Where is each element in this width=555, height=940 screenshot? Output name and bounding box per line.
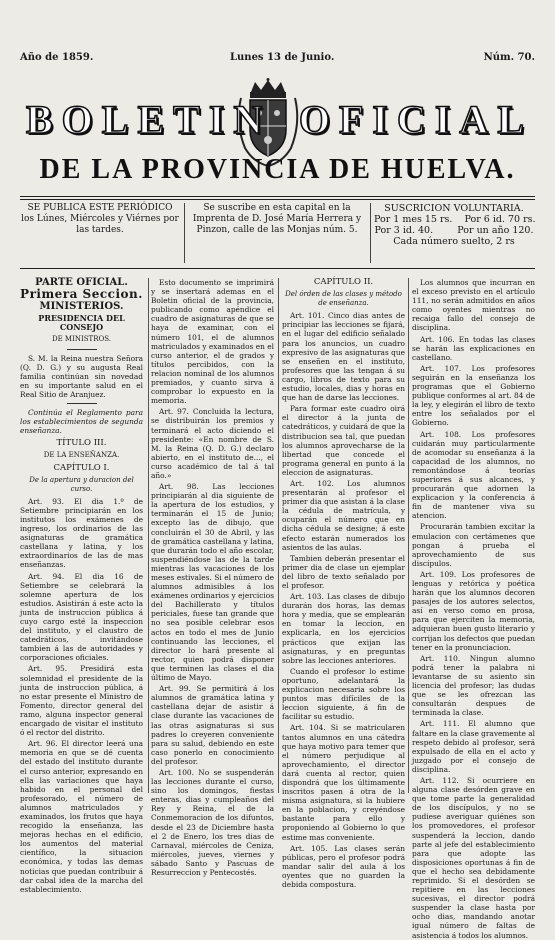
article-paragraph: Art. 94. El dia 16 de Setiembre se celebrará la solemne apertura de los estudios. Asistirán á este acto la junta de instruccion pública á cuyo cargo esté la inspeccion del instituto, y el claustro de catedráticos, invitándose tambien á las de autoridades y corporaciones oficiales. (20, 571, 143, 663)
article-paragraph: Cuando el profesor lo estime oportuno, adelantará la explicacion necesaria sobre los puntos mas difíciles de la leccion siguiente, á fin de facilitar su estudio. (282, 666, 405, 722)
article-paragraph: Art. 100. No se suspenderán las lecciones durante el curso, sino los domingos, fiestas enteras, dias y cumpleaños del Rey y Reina, el de la Conmemoracion de los difuntos, desde el 23 de Diciembre hasta el 2 de Enero, los tres dias de Carnaval, miércoles de Ceniza, miércoles, jueves, viernes y sábado Santo y Pascuas de Resurreccion y Pentecostés. (151, 767, 274, 877)
royal-notice: S. M. la Reina nuestra Señora (Q. D. G.) y su augusta Real familia continúan sin novedad en su importante salud en el Real Sitio de Aranjuez. (20, 353, 143, 399)
article-paragraph: Art. 97. Concluida la lectura, se distribuirán los premios y terminará el acto diciendo el presidente: «En nombre de S. M. la Reina (Q. D. G.) declaro abierto, en el instituto de..., el curso académico de tal á tal año.» (151, 407, 274, 480)
title-word-boletin: BOLETIN (26, 97, 272, 142)
article-paragraph: Procurarán tambien excitar la emulacion con certámenes que pongan á prueba el aprovechamiento de sus discípulos. (412, 522, 535, 568)
continuation-note: Continúa el Reglamento para los establecimientos de segunda enseñanza. (20, 408, 143, 436)
article-paragraph: Art. 112. Si ocurriere en alguna clase desórden grave en que tome parte la generalidad de los discípulos, y no se pudiese averiguar quiénes son los promovedores, el profesor suspenderá la leccion, dando parte al jefe del establecimiento para que adopte las disposiciones oportunas á fin de que el hecho sea debidamente reprimido. Si el desórden se repitiere en las lecciones sucesivas, el director podrá suspender la clase hasta por ocho dias, mandando anotar igual número de faltas de asistencia á todos los alumnos. (412, 775, 535, 940)
header-divider (184, 203, 185, 263)
article-paragraph: Art. 101. Cinco dias antes de principiar las lecciones se fijará, en el lugar del edificio señalado para los anuncios, un cuadro expresivo de las asignaturas que se enseñen en el instituto, profesores que las tengan á su cargo, libros de texto para su estudio, locales, dias y horas en que han de darse las lecciones. (282, 311, 405, 403)
header-divider (370, 203, 371, 263)
article-paragraph: Art. 102. Los alumnos presentarán al profesor el primer dia que asistan á la clase la cédula de matrícula, y ocuparán el número que en dicha cédula se designe; á este efecto estarán numerados los asientos de las aulas. (282, 478, 405, 552)
capitulo-heading: CAPÍTULO I. (53, 462, 110, 473)
article-paragraph: Art. 96. El director leerá una memoria en que se dé cuenta del estado del instituto durante el curso anterior, expresando en ella las variaciones que haya habido en el personal del profesorado, el número de alumnos matriculados y examinados, los frutos que haya recogido la enseñanza, las mejoras hechas en el edificio, los aumentos del material científico, la situacion económica, y todas las demas noticias que puedan contribuir á dar cabal idea de la marcha del establecimiento. (20, 739, 143, 894)
ministries-heading: MINISTERIOS. (39, 301, 124, 313)
capitulo-heading: CAPÍTULO II. (313, 277, 374, 287)
issue-number: Núm. 70. (483, 52, 535, 63)
article-paragraph: Art. 105. Las clases serán públicas, pero el profesor podrá mandar salir del aula á los oyentes que no guarden la debida compostura. (282, 843, 405, 889)
separator (67, 403, 97, 404)
article-paragraph: Art. 103. Las clases de dibujo durarán dos horas, las demas hora y media, que se emplearán en tomar la leccion, en explicarla, en los ejercicios prácticos que exijan las asignaturas, y en preguntas sobre las lecciones anteriores. (282, 592, 405, 665)
article-paragraph: Art. 104. Si se matricularen tantos alumnos en una cátedra que haya motivo para temer que el número perjudique al aprovechamiento, el director dará cuenta al rector, quien dispondrá que los últimamente inscritos pasen á otra de la misma asignatura, si la hubiere en la poblacion, y creyéndose bastante para ello y proponiendo al Gobierno lo que estime mas conveniente. (282, 723, 405, 842)
article-paragraph: Art. 110. Ningun alumno podrá tener la palabra ni levantarse de su asiento sin licencia del profesor; las dudas que se les ofrezcan las consultarán despues de terminada la clase. (412, 653, 535, 718)
single-issue-price: Cada número suelto, 2 rs (393, 236, 515, 247)
subscription-prices (374, 203, 534, 247)
article-paragraph: Art. 98. Las lecciones principiarán al dia siguiente de la apertura de los estudios, y terminarán el 15 de Junio; excepto las de dibujo, que concluirán el 30 de Abril, y las de gramática castellana y latina, que durarán todo el año escolar, suspendiéndose las de la tarde mientras las vacaciones de los meses estivales. Si el número de alumnos admisibles á los exámenes ordinarios y ejercicios del Bachillerato y títulos periciales, fuese tan grande que no sea posible celebrar esos actos en todo el mes de Junio continuando las lecciones, el director lo hará presente al rector, quien podrá disponer que terminen las clases el dia último de Mayo. (151, 482, 274, 683)
masthead-title-line2: DE LA PROVINCIA DE HUELVA. (39, 154, 516, 185)
article-paragraph: Art. 106. En todas las clases se harán las explicaciones en castellano. (412, 334, 535, 362)
column-2 (151, 278, 274, 877)
presidency-subheading: DE MINISTROS. (51, 335, 111, 344)
issue-date: Lunes 13 de Junio. (230, 52, 335, 63)
column-divider (408, 278, 409, 793)
publication-frequency: SE PUBLICA ESTE PERIÓDICO los Lúnes, Miércoles y Viérnes por las tardes. (21, 203, 179, 235)
section-heading: Primera Seccion. (20, 287, 143, 302)
titulo-subheading: DE LA ENSEÑANZA. (43, 451, 120, 460)
article-paragraph: Art. 93. El dia 1.º de Setiembre principiarán en los institutos los exámenes de ingreso, los ordinarios de las asignaturas de gramática castellana y latina, y los extraordinarios de las de mas enseñanzas. (20, 496, 143, 570)
column-4 (412, 278, 535, 940)
column-divider (148, 278, 149, 793)
masthead-title-line1 (20, 96, 535, 142)
presidency-heading: PRESIDENCIA DEL CONSEJO (38, 313, 125, 333)
separator (67, 349, 97, 350)
masthead-rule (20, 196, 535, 197)
article-paragraph: Tambien deberán presentar el primer dia de clase un ejemplar del libro de texto señalado por el profesor. (282, 553, 405, 590)
prices-row: Por 3 id. 40. Por un año 120. (374, 225, 534, 236)
article-paragraph: Para formar este cuadro oirá el director á la junta de catedráticos, y cuidará de que la distribucion sea tal, que puedan los alumnos aprovecharse de la libertad que concede el programa general en punto á la eleccion de asignaturas. (282, 404, 405, 477)
subscription-place: Se suscribe en esta capital en la Imprenta de D. José María Herrera y Pinzon, calle de las Monjas núm. 5. (192, 203, 362, 235)
voluntary-title: SUSCRICION VOLUNTARIA. (384, 203, 524, 214)
prices-row: Por 1 mes 15 rs. Por 6 id. 70 rs. (374, 214, 536, 225)
article-paragraph: Los alumnos que incurran en el exceso previsto en el artículo 111, no serán admitidos en años como oyentes mientras no recaiga fallo del consejo de disciplina. (412, 278, 535, 333)
article-paragraph: Art. 95. Presidirá esta solemnidad el presidente de la junta de instruccion pública, á no estar presente el Ministro de Fomento, director general del ramo, alguna inspector general encargado de visitar el instituto ó el rector del distrito. (20, 664, 143, 738)
title-word-oficial: OFICIAL (298, 97, 533, 142)
titulo-heading: TÍTULO III. (56, 438, 107, 449)
article-paragraph: Esto documento se imprimirá y se insertará ademas en el Boletin oficial de la provincia, publicando como apéndice el cuadro de asignaturas de que se haya de examinar, con el número 101, el de alumnos matriculados y examinados en el curso anterior, el de grados y títulos percibidos, con la relacion nominal de los alumnos premiados, y cuanto sirva á comprobar lo expuesto en la memoria. (151, 278, 274, 406)
article-paragraph: Art. 111. El alumno que faltare en la clase gravemente al respeto debido al profesor, será expulsado de ella en el acto y juzgado por el consejo de disciplina. (412, 719, 535, 774)
article-paragraph: Art. 99. Se permitirá á los alumnos de gramática latina y castellana dejar de asistir á clase durante las vacaciones de las otras asignaturas si sus padres lo creyeren conveniente para su salud, debiendo en este caso ponerlo en conocimiento del profesor. (151, 684, 274, 766)
issue-year: Año de 1859. (20, 52, 94, 63)
capitulo-subheading: Del órden de las clases y método de enseñanza. (285, 290, 402, 308)
header-bottom-rule (20, 268, 535, 269)
article-body (20, 277, 535, 940)
masthead-rule-double (20, 199, 535, 200)
subscription-header (20, 203, 535, 263)
article-paragraph: Art. 109. Los profesores de lenguas y retórica y poética harán que los alumnos decoren pasajes de los autores selectos, así en verso como en prosa, para que ejerciten la memoria, adquieran buen gusto literario y corrijan los defectos que puedan tener en la pronunciacion. (412, 569, 535, 652)
column-3 (282, 277, 405, 889)
column-divider (278, 278, 279, 793)
column-1 (20, 277, 143, 894)
article-paragraph: Art. 107. Los profesores seguirán en la enseñanza los programas que el Gobierno publique conformes al art. 84 de la ley, y elegirán el libro de texto entre los señalados por el Gobierno. (412, 363, 535, 428)
masthead-topline (20, 52, 535, 72)
article-paragraph: Art. 108. Los profesores cuidarán muy particularmente de acomodar su enseñanza á la capacidad de los alumnos, no remontándose á teorías superiores á sus alcances, y procurarán que adornen la explicacion y la conferencia á fin de mantener viva su atencion. (412, 429, 535, 521)
part-heading: PARTE OFICIAL. (35, 277, 128, 288)
capitulo-subheading: De la apertura y duracion del curso. (29, 475, 134, 493)
